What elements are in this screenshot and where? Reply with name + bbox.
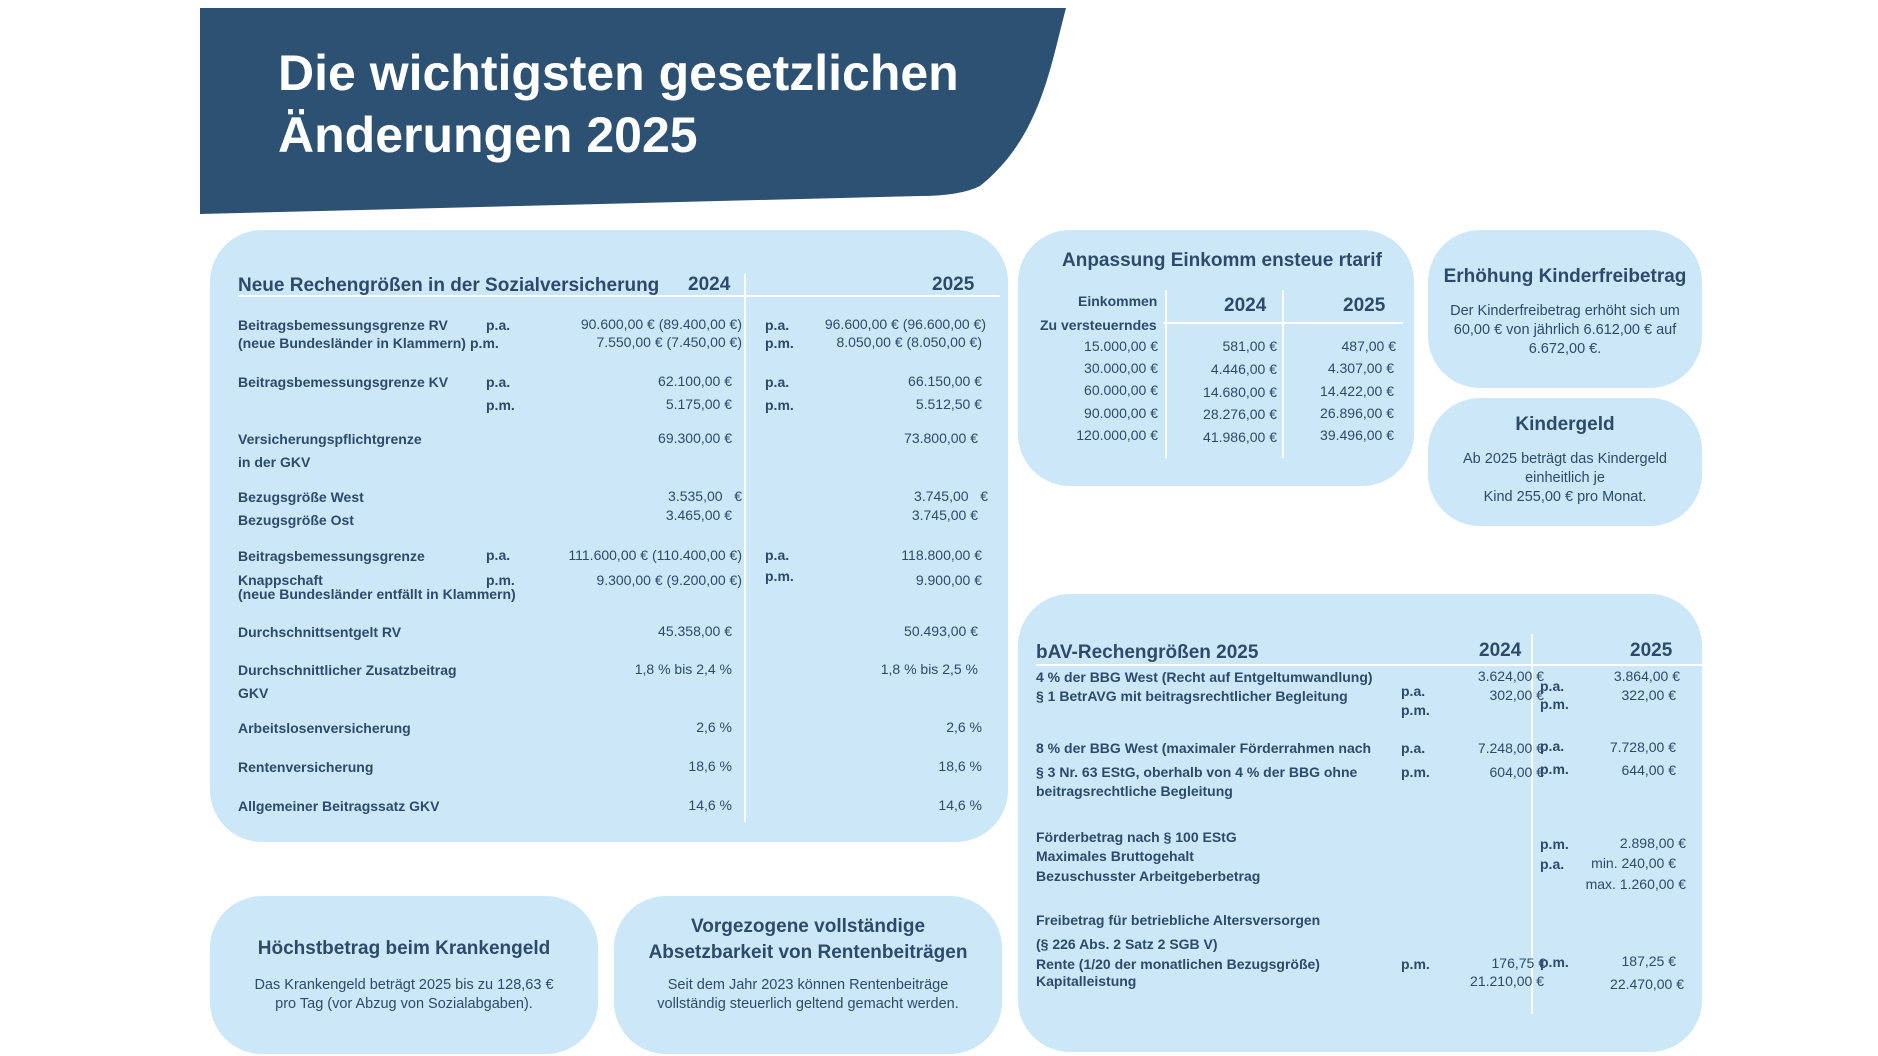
krankengeld-line1: Das Krankengeld beträgt 2025 bis zu 128,63 € xyxy=(254,977,554,993)
bav-b2-l1: 8 % der BBG West (maximaler Förderrahmen nach xyxy=(1036,740,1372,756)
bav-b3-v25a: 2.898,00 € xyxy=(1619,835,1686,851)
bav-b2-l3: beitragsrechtliche Begleitung xyxy=(1036,783,1233,799)
sv-r2-v24b: 5.175,00 € xyxy=(665,396,732,412)
sv-r1-v24a: 90.600,00 € (89.400,00 €) xyxy=(580,316,742,332)
sv-r7-v25: 1,8 % bis 2,5 % xyxy=(880,661,978,677)
sv-r1-label1: Beitragsbemessungsgrenze RV xyxy=(238,317,448,333)
sv-r2-pa25: p.a. xyxy=(765,374,790,390)
kindergeld-title: Kindergeld xyxy=(1515,414,1615,435)
sv-r3-v24: 69.300,00 € xyxy=(658,430,732,446)
title-line-1: Die wichtigsten gesetzlichen xyxy=(278,45,959,101)
sv-r5-label3: (neue Bundesländer entfällt in Klammern) xyxy=(238,586,516,602)
bav-b4-l4: Kapitalleistung xyxy=(1036,973,1137,989)
kindergeld-line3: Kind 255,00 € pro Monat. xyxy=(1483,489,1647,505)
sv-r8-label: Arbeitslosenversicherung xyxy=(238,720,411,736)
krankengeld-title: Höchstbetrag beim Krankengeld xyxy=(257,938,551,959)
bav-b2-v24a: 7.248,00 € xyxy=(1477,740,1544,756)
tarif-year-2025: 2025 xyxy=(1343,295,1386,316)
sv-r5-v25a: 118.800,00 € xyxy=(901,547,982,563)
sv-r7-label1: Durchschnittlicher Zusatzbeitrag xyxy=(238,662,457,678)
sv-r2-pm: p.m. xyxy=(486,397,515,413)
tarif-col-label2: Zu versteuerndes xyxy=(1040,317,1157,333)
bav-year-2025: 2025 xyxy=(1630,640,1673,661)
sv-r1-pm25: p.m. xyxy=(765,335,794,351)
bav-b4-pm25: p.m. xyxy=(1540,954,1569,970)
bav-b3-l1: Förderbetrag nach § 100 EStG xyxy=(1036,829,1237,845)
bav-b3-v25c: max. 1.260,00 € xyxy=(1585,876,1686,892)
sv-r5-v25b: 9.900,00 € xyxy=(915,572,982,588)
sv-r2-v25a: 66.150,00 € xyxy=(908,373,982,389)
sv-heading: Neue Rechengrößen in der Sozialversicherung xyxy=(238,275,660,296)
sv-r5-v24a: 111.600,00 € (110.400,00 €) xyxy=(568,547,742,563)
sv-r6-v25: 50.493,00 € xyxy=(904,623,978,639)
sv-r4-label1: Bezugsgröße West xyxy=(238,489,364,505)
bav-b1-v25a: 3.864,00 € xyxy=(1613,668,1680,684)
sv-r1-pa25: p.a. xyxy=(765,317,790,333)
bav-b3-v25b: min. 240,00 € xyxy=(1591,855,1676,871)
kindergeld-card xyxy=(1428,398,1702,526)
bav-b2-l2: § 3 Nr. 63 EStG, oberhalb von 4 % der BBG ohne xyxy=(1036,764,1358,780)
sv-r3-v25: 73.800,00 € xyxy=(904,430,978,446)
tarif-heading: Anpassung Einkomm ensteue rtarif xyxy=(1062,250,1382,271)
sv-r5-pm: p.m. xyxy=(486,572,515,588)
tarif-v24-3: 28.276,00 € xyxy=(1203,406,1277,422)
sv-r3-label1: Versicherungspflichtgrenze xyxy=(238,431,422,447)
tarif-v24-1: 4.446,00 € xyxy=(1210,361,1277,377)
tarif-v24-2: 14.680,00 € xyxy=(1203,384,1277,400)
sv-r9-v25: 18,6 % xyxy=(938,758,982,774)
sv-r5-pm25: p.m. xyxy=(765,568,794,584)
bav-b4-v24b: 21.210,00 € xyxy=(1470,973,1544,989)
sv-r10-v24: 14,6 % xyxy=(688,797,732,813)
sv-r4-v25b: 3.745,00 € xyxy=(911,507,978,523)
sv-r10-v25: 14,6 % xyxy=(938,797,982,813)
kindergeld-line1: Ab 2025 beträgt das Kindergeld xyxy=(1463,451,1667,467)
bav-year-2024: 2024 xyxy=(1479,640,1522,661)
bav-b2-v25a: 7.728,00 € xyxy=(1609,739,1676,755)
sv-r5-label1: Beitragsbemessungsgrenze xyxy=(238,548,425,564)
krankengeld-card xyxy=(210,896,598,1054)
kinderfreibetrag-line2: 60,00 € von jährlich 6.612,00 € auf xyxy=(1453,322,1677,338)
kindergeld-line2: einheitlich je xyxy=(1525,470,1605,486)
sv-r2-v24a: 62.100,00 € xyxy=(658,373,732,389)
bav-b2-pm: p.m. xyxy=(1401,764,1430,780)
tarif-v25-1: 4.307,00 € xyxy=(1327,360,1394,376)
tarif-v25-3: 26.896,00 € xyxy=(1320,405,1394,421)
sv-r1-v24b: 7.550,00 € (7.450,00 €) xyxy=(596,334,742,350)
kinderfreibetrag-line3: 6.672,00 €. xyxy=(1528,341,1602,357)
bav-heading: bAV-Rechengrößen 2025 xyxy=(1036,642,1259,663)
sv-r2-pa: p.a. xyxy=(486,374,511,390)
tarif-v25-0: 487,00 € xyxy=(1341,338,1396,354)
tarif-panel xyxy=(1018,230,1414,486)
tarif-v24-4: 41.986,00 € xyxy=(1203,429,1277,445)
bav-b2-pa: p.a. xyxy=(1401,740,1426,756)
tarif-v25-4: 39.496,00 € xyxy=(1320,427,1394,443)
sv-r5-pa25: p.a. xyxy=(765,547,790,563)
bav-b1-l1: 4 % der BBG West (Recht auf Entgeltumwandlung) xyxy=(1036,669,1373,685)
sv-r1-pm: p.m. xyxy=(470,335,499,351)
bav-b3-pm25: p.m. xyxy=(1540,836,1569,852)
bav-b2-pa25: p.a. xyxy=(1540,738,1565,754)
sv-year-2024: 2024 xyxy=(688,274,731,295)
sv-r1-v25b: 8.050,00 € (8.050,00 €) xyxy=(836,334,982,350)
bav-b2-v25b: 644,00 € xyxy=(1621,762,1676,778)
sv-r7-label2: GKV xyxy=(238,685,269,701)
sv-r8-v25: 2,6 % xyxy=(946,719,982,735)
rentenbeitraege-card xyxy=(614,896,1002,1054)
bav-b4-v25a: 187,25 € xyxy=(1621,953,1676,969)
bav-b1-pm25: p.m. xyxy=(1540,696,1569,712)
kinderfreibetrag-card xyxy=(1428,230,1702,388)
title-banner xyxy=(200,8,1066,214)
bav-b2-v24b: 604,00 € xyxy=(1489,764,1544,780)
bav-b1-pa25: p.a. xyxy=(1540,678,1565,694)
bav-b4-v25b: 22.470,00 € xyxy=(1610,976,1684,992)
sv-r10-label: Allgemeiner Beitragssatz GKV xyxy=(238,798,440,814)
sv-r2-v25b: 5.512,50 € xyxy=(915,396,982,412)
tarif-inc-3: 90.000,00 € xyxy=(1084,405,1158,421)
sv-r1-pa: p.a. xyxy=(486,317,511,333)
bav-b4-l3: Rente (1/20 der monatlichen Bezugsgröße) xyxy=(1036,956,1320,972)
sv-r4-v24b: 3.465,00 € xyxy=(665,507,732,523)
rentenbeitraege-line2: vollständig steuerlich geltend gemacht werden. xyxy=(657,996,959,1012)
bav-b3-pa25: p.a. xyxy=(1540,856,1565,872)
bav-b1-l2: § 1 BetrAVG mit beitragsrechtlicher Begleitung xyxy=(1036,688,1348,704)
sv-r2-label: Beitragsbemessungsgrenze KV xyxy=(238,374,449,390)
page-title xyxy=(278,42,959,166)
sv-r4-v24a: 3.535,00 € xyxy=(668,488,742,504)
sv-r4-v25a: 3.745,00 € xyxy=(914,488,988,504)
rentenbeitraege-title2: Absetzbarkeit von Rentenbeiträgen xyxy=(648,942,968,963)
rentenbeitraege-title1: Vorgezogene vollständige xyxy=(690,916,926,937)
bav-b4-v24a: 176,75 € xyxy=(1491,955,1546,971)
tarif-col-label1: Einkommen xyxy=(1078,293,1158,309)
tarif-inc-1: 30.000,00 € xyxy=(1084,360,1158,376)
sv-r9-v24: 18,6 % xyxy=(688,758,732,774)
tarif-inc-2: 60.000,00 € xyxy=(1084,382,1158,398)
sv-r4-label2: Bezugsgröße Ost xyxy=(238,512,354,528)
sv-r7-v24: 1,8 % bis 2,4 % xyxy=(634,661,732,677)
sv-r5-label2: Knappschaft xyxy=(238,572,323,588)
kinderfreibetrag-line1: Der Kinderfreibetrag erhöht sich um xyxy=(1450,303,1680,319)
bav-b1-v24b: 302,00 € xyxy=(1489,687,1544,703)
bav-b3-l2: Maximales Bruttogehalt xyxy=(1036,848,1194,864)
sv-r1-v25a: 96.600,00 € (96.600,00 €) xyxy=(824,316,986,332)
sv-r6-v24: 45.358,00 € xyxy=(658,623,732,639)
tarif-inc-4: 120.000,00 € xyxy=(1076,427,1158,443)
bav-b1-pa: p.a. xyxy=(1401,683,1426,699)
bav-b1-pm: p.m. xyxy=(1401,702,1430,718)
kinderfreibetrag-title: Erhöhung Kinderfreibetrag xyxy=(1443,266,1687,287)
tarif-year-2024: 2024 xyxy=(1224,295,1267,316)
sv-r2-pm25: p.m. xyxy=(765,397,794,413)
sv-r9-label: Rentenversicherung xyxy=(238,759,374,775)
sv-r1-label2: (neue Bundesländer in Klammern) xyxy=(238,335,466,351)
sv-r8-v24: 2,6 % xyxy=(696,719,732,735)
krankengeld-line2: pro Tag (vor Abzug von Sozialabgaben). xyxy=(275,996,533,1012)
tarif-v24-0: 581,00 € xyxy=(1222,338,1277,354)
sv-year-2025: 2025 xyxy=(932,274,975,295)
bav-b3-l3: Bezuschusster Arbeitgeberbetrag xyxy=(1036,868,1261,884)
sv-r5-pa: p.a. xyxy=(486,547,511,563)
bav-panel xyxy=(1018,594,1702,1052)
sv-panel xyxy=(210,230,1008,842)
sv-r5-v24b: 9.300,00 € (9.200,00 €) xyxy=(596,572,742,588)
sv-r3-label2: in der GKV xyxy=(238,454,311,470)
tarif-v25-2: 14.422,00 € xyxy=(1320,383,1394,399)
bav-b2-pm25: p.m. xyxy=(1540,761,1569,777)
sv-r6-label: Durchschnittsentgelt RV xyxy=(238,624,402,640)
bav-b1-v24a: 3.624,00 € xyxy=(1477,668,1544,684)
bav-b4-l2: (§ 226 Abs. 2 Satz 2 SGB V) xyxy=(1036,936,1218,952)
bav-b4-pm: p.m. xyxy=(1401,956,1430,972)
bav-b1-v25b: 322,00 € xyxy=(1621,687,1676,703)
bav-b4-l1: Freibetrag für betriebliche Altersversorgen xyxy=(1036,912,1321,928)
title-line-2: Änderungen 2025 xyxy=(278,107,698,163)
tarif-inc-0: 15.000,00 € xyxy=(1084,338,1158,354)
rentenbeitraege-line1: Seit dem Jahr 2023 können Rentenbeiträge xyxy=(667,977,949,993)
